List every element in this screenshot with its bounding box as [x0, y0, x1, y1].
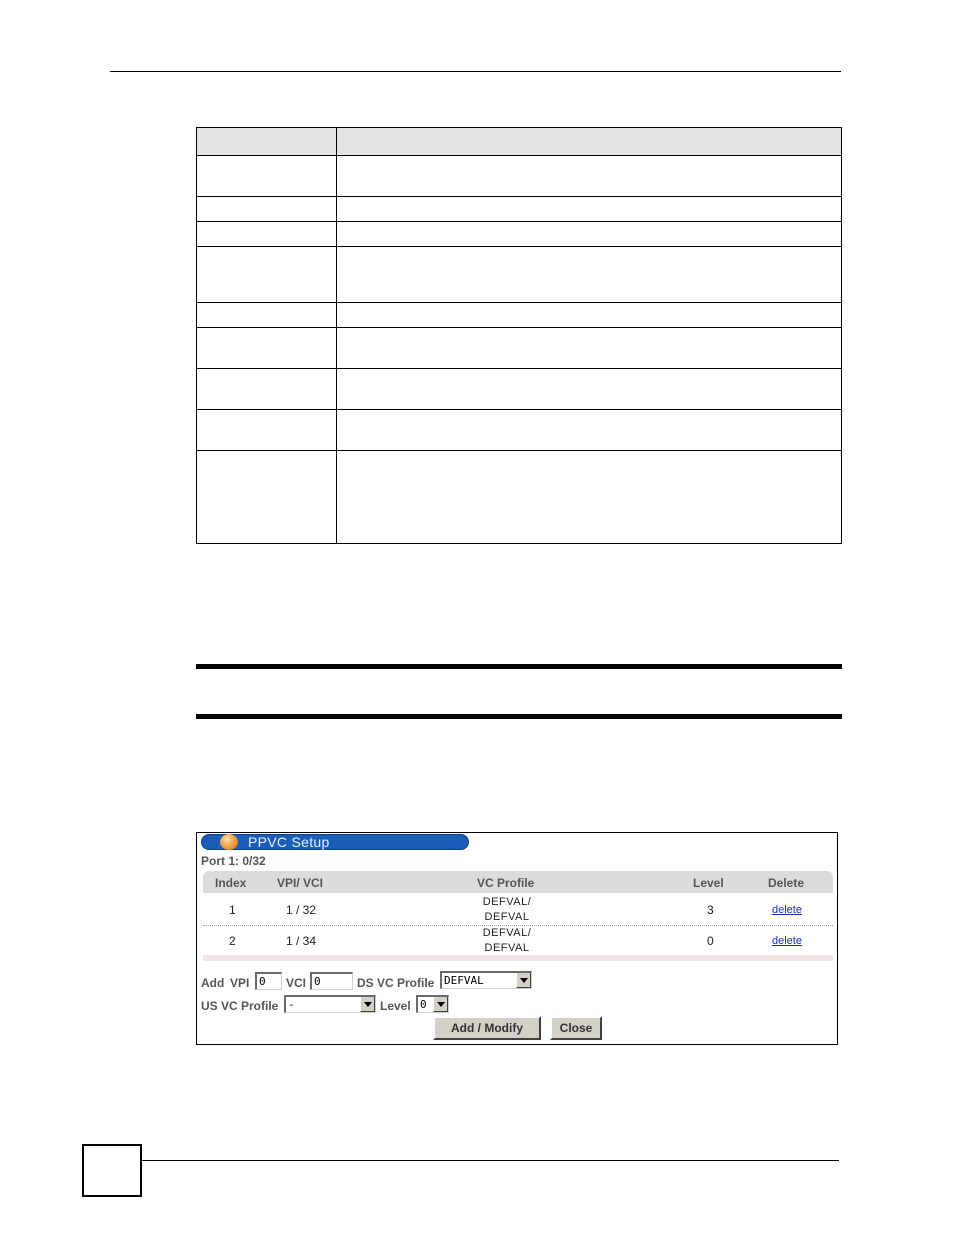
table-row	[197, 156, 842, 197]
col-index: Index	[215, 876, 247, 890]
close-button[interactable]: Close	[550, 1016, 602, 1040]
us-vc-profile-select[interactable]	[284, 995, 376, 1013]
section-rule-top	[196, 664, 842, 669]
ppvc-table-header	[203, 871, 833, 893]
profile-line: DEFVAL/	[482, 927, 532, 939]
col-vc-profile: VC Profile	[477, 876, 535, 890]
header-rule	[110, 71, 841, 72]
field-description-table	[196, 127, 842, 544]
add-label: Add	[201, 976, 225, 990]
level-label: Level	[380, 999, 411, 1013]
panel-title-bar	[201, 834, 469, 850]
profile-line: DEFVAL	[484, 911, 530, 923]
table-row	[197, 303, 842, 328]
row-index: 2	[229, 934, 236, 948]
table-footer-strip	[203, 955, 833, 961]
table-row	[203, 925, 833, 957]
us-vc-profile-label: US VC Profile	[201, 999, 279, 1013]
row-vpi-vci: 1 / 32	[286, 903, 317, 917]
table-row	[197, 222, 842, 247]
table-row	[197, 197, 842, 222]
footer-rule	[140, 1160, 839, 1161]
col-vpi-vci: VPI/ VCI	[277, 876, 324, 890]
delete-link[interactable]: delete	[772, 904, 802, 916]
vpi-input[interactable]: 0	[255, 972, 282, 990]
row-vpi-vci: 1 / 34	[286, 934, 317, 948]
add-modify-button[interactable]: Add / Modify	[433, 1016, 541, 1040]
port-label: Port 1: 0/32	[201, 854, 266, 868]
row-vc-profile	[462, 895, 552, 925]
orb-icon	[220, 834, 238, 850]
table-row	[197, 451, 842, 544]
panel-title: PPVC Setup	[248, 834, 330, 850]
table-row	[197, 369, 842, 410]
profile-line: DEFVAL/	[482, 896, 532, 908]
row-index: 1	[229, 903, 236, 917]
level-value: 0	[420, 998, 427, 1011]
table-row	[197, 328, 842, 369]
table-header-row	[197, 128, 842, 156]
level-select[interactable]	[416, 995, 449, 1013]
us-vc-profile-value: -	[288, 998, 295, 1011]
chevron-down-icon[interactable]	[360, 997, 375, 1012]
col-level: Level	[693, 876, 724, 890]
table-row	[197, 410, 842, 451]
col-delete: Delete	[768, 876, 805, 890]
ds-vc-profile-value: DEFVAL	[444, 974, 484, 987]
table-row	[197, 247, 842, 303]
ds-vc-profile-select[interactable]	[440, 971, 532, 989]
vpi-label: VPI	[230, 976, 250, 990]
delete-link[interactable]: delete	[772, 935, 802, 947]
section-rule-bottom	[196, 714, 842, 719]
row-vc-profile	[462, 926, 552, 956]
page-number-box	[82, 1144, 142, 1197]
row-level: 0	[707, 934, 714, 948]
ppvc-setup-panel	[196, 832, 838, 1045]
profile-line: DEFVAL	[484, 942, 530, 954]
row-level: 3	[707, 903, 714, 917]
table-row	[203, 894, 833, 926]
vci-label: VCI	[286, 976, 307, 990]
ds-vc-profile-label: DS VC Profile	[357, 976, 435, 990]
chevron-down-icon[interactable]	[516, 973, 531, 988]
chevron-down-icon[interactable]	[433, 997, 448, 1012]
vci-input[interactable]: 0	[310, 972, 353, 990]
